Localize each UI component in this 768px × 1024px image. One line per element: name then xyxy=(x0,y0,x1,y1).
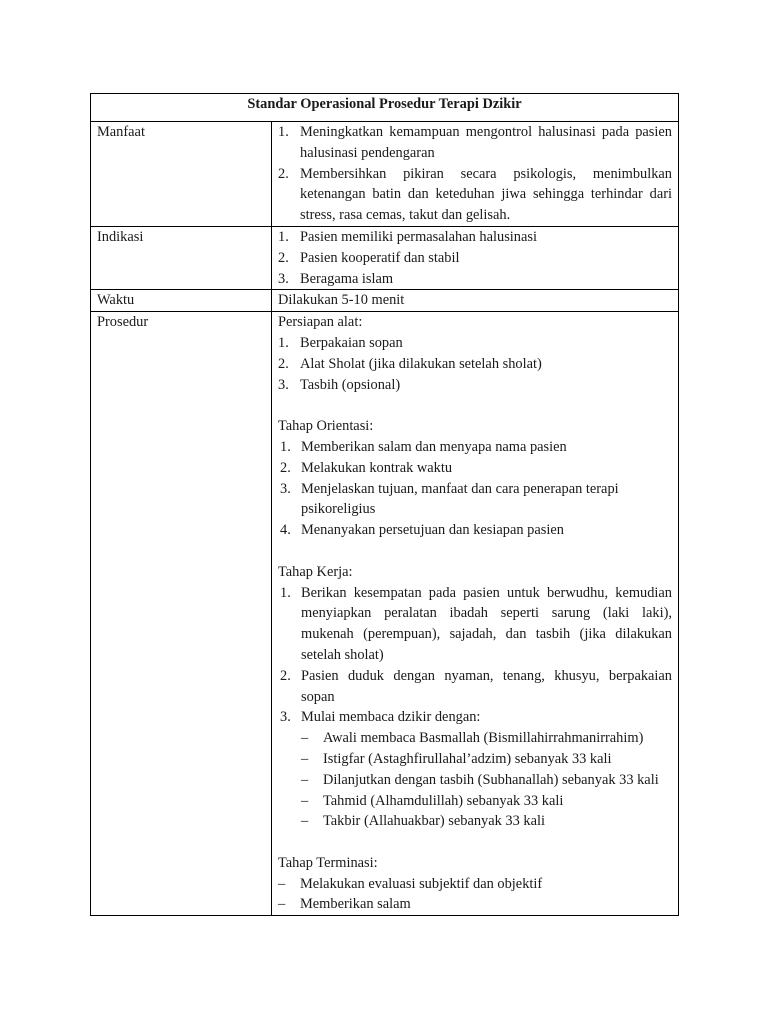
list-marker: 2. xyxy=(280,667,291,684)
indikasi-item-2: Pasien kooperatif dan stabil xyxy=(300,249,460,266)
dash-bullet: – xyxy=(301,813,309,830)
list-item xyxy=(278,269,672,290)
row-waktu xyxy=(91,290,679,312)
persiapan-item-1: Berpakaian sopan xyxy=(300,334,403,351)
label-waktu: Waktu xyxy=(91,290,272,312)
list-marker: 2. xyxy=(278,249,289,266)
list-item xyxy=(278,458,672,479)
orientasi-item-2: Melakukan kontrak waktu xyxy=(301,459,453,476)
content-indikasi xyxy=(272,226,679,289)
dash-bullet: – xyxy=(301,792,309,809)
kerja-item-1: Berikan kesempatan pada pasien untuk berwudhu, kemudian menyiapkan peralatan ibadah seperti sarung (laki laki), mukenah (perempuan), sajadah, dan tasbih (jika dilakukan setelah sholat) xyxy=(301,584,672,663)
list-item xyxy=(278,894,672,915)
list-item xyxy=(278,248,672,269)
persiapan-item-3: Tasbih (opsional) xyxy=(300,376,401,393)
indikasi-item-1: Pasien memiliki permasalahan halusinasi xyxy=(300,228,537,245)
dzikir-list xyxy=(278,728,672,832)
list-item xyxy=(301,811,672,832)
row-indikasi xyxy=(91,226,679,289)
row-prosedur xyxy=(91,312,679,916)
dash-bullet: – xyxy=(278,875,286,892)
list-item xyxy=(278,122,672,164)
list-item xyxy=(278,874,672,895)
row-manfaat xyxy=(91,122,679,227)
list-marker: 1. xyxy=(280,438,291,455)
terminasi-item-1: Melakukan evaluasi subjektif dan objektif xyxy=(300,875,543,892)
list-item xyxy=(301,728,672,749)
orientasi-item-4: Menanyakan persetujuan dan kesiapan pasien xyxy=(301,522,564,539)
label-prosedur: Prosedur xyxy=(91,312,272,916)
list-marker: 3. xyxy=(278,376,289,393)
list-item xyxy=(278,437,672,458)
indikasi-item-3: Beragama islam xyxy=(300,270,394,287)
orientasi-item-3: Menjelaskan tujuan, manfaat dan cara penerapan terapi psikoreligius xyxy=(301,480,619,518)
list-marker: 2. xyxy=(280,459,291,476)
list-item xyxy=(278,479,672,521)
content-manfaat xyxy=(272,122,679,227)
manfaat-item-1: Meningkatkan kemampuan mengontrol halusinasi pada pasien halusinasi pendengaran xyxy=(300,124,672,161)
dash-bullet: – xyxy=(301,730,309,747)
sop-table xyxy=(90,93,679,916)
kerja-item-3: Mulai membaca dzikir dengan: xyxy=(301,709,481,726)
list-item xyxy=(278,227,672,248)
list-item xyxy=(278,707,672,728)
list-item xyxy=(278,354,672,375)
list-item xyxy=(278,666,672,708)
persiapan-heading: Persiapan alat: xyxy=(278,314,363,331)
list-item xyxy=(278,333,672,354)
terminasi-heading: Tahap Terminasi: xyxy=(278,854,378,871)
dzikir-item-3: Dilanjutkan dengan tasbih (Subhanallah) sebanyak 33 kali xyxy=(323,771,659,788)
list-marker: 3. xyxy=(280,480,291,497)
kerja-heading: Tahap Kerja: xyxy=(278,563,353,580)
list-item xyxy=(278,520,672,541)
dash-bullet: – xyxy=(278,896,286,913)
dzikir-item-2: Istigfar (Astaghfirullahal’adzim) sebanyak 33 kali xyxy=(323,750,612,767)
kerja-item-2: Pasien duduk dengan nyaman, tenang, khusyu, berpakaian sopan xyxy=(301,667,672,705)
list-marker: 1. xyxy=(278,228,289,245)
list-marker: 1. xyxy=(280,584,291,601)
list-item xyxy=(278,164,672,226)
list-marker: 3. xyxy=(278,270,289,287)
manfaat-item-2: Membersihkan pikiran secara psikologis, menimbulkan ketenangan batin dan keteduhan jiwa sehingga terhindar dari stress, rasa cemas, takut dan gelisah. xyxy=(300,165,672,224)
list-marker: 1. xyxy=(278,334,289,351)
list-marker: 2. xyxy=(278,355,289,372)
terminasi-item-2: Memberikan salam xyxy=(300,896,411,913)
list-marker: 4. xyxy=(280,522,291,539)
orientasi-item-1: Memberikan salam dan menyapa nama pasien xyxy=(301,438,567,455)
label-manfaat: Manfaat xyxy=(91,122,272,227)
list-marker: 1. xyxy=(278,124,289,140)
label-indikasi: Indikasi xyxy=(91,226,272,289)
dash-bullet: – xyxy=(301,750,309,767)
list-item xyxy=(301,770,672,791)
title-row xyxy=(91,94,679,122)
list-item xyxy=(301,749,672,770)
orientasi-heading: Tahap Orientasi: xyxy=(278,418,374,435)
persiapan-item-2: Alat Sholat (jika dilakukan setelah sholat) xyxy=(300,355,542,372)
list-item xyxy=(278,375,672,396)
dzikir-item-5: Takbir (Allahuakbar) sebanyak 33 kali xyxy=(323,813,545,830)
list-item xyxy=(278,583,672,666)
content-waktu: Dilakukan 5-10 menit xyxy=(272,290,679,312)
table-title: Standar Operasional Prosedur Terapi Dzikir xyxy=(91,94,679,122)
dzikir-item-1: Awali membaca Basmallah (Bismillahirrahmanirrahim) xyxy=(323,730,644,747)
list-marker: 3. xyxy=(280,709,291,726)
list-item xyxy=(301,791,672,812)
dzikir-item-4: Tahmid (Alhamdulillah) sebanyak 33 kali xyxy=(323,792,564,809)
dash-bullet: – xyxy=(301,771,309,788)
content-prosedur xyxy=(272,312,679,916)
list-marker: 2. xyxy=(278,165,289,182)
